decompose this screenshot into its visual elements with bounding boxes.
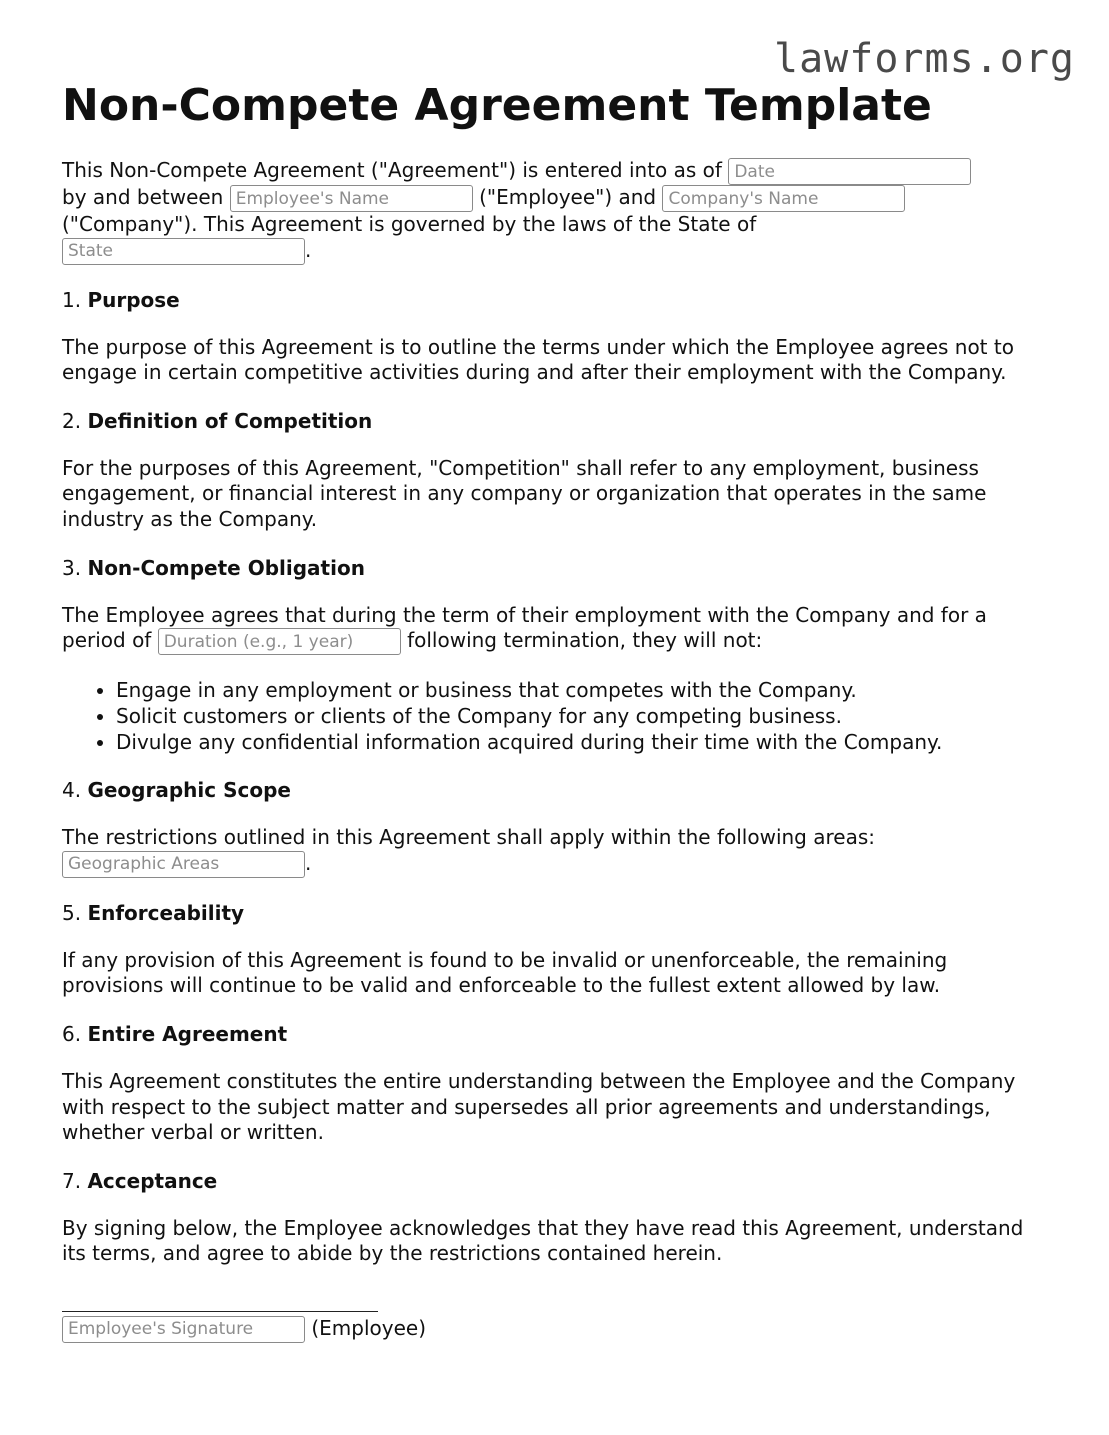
- section-body-definition: For the purposes of this Agreement, "Competition" shall refer to any employment, business engagement, or financial interest in any company or organization that operates in the same industry as the Company.: [62, 455, 987, 531]
- signature-label: (Employee): [311, 1315, 427, 1340]
- section-heading-entire-agreement: [62, 1021, 1052, 1047]
- section-number: 5.: [62, 900, 82, 925]
- watermark-logo: lawforms.org: [774, 36, 1075, 82]
- section-number: 6.: [62, 1021, 82, 1046]
- section-number: 2.: [62, 408, 82, 433]
- section-number: 1.: [62, 287, 82, 312]
- employee-name-field[interactable]: [230, 185, 473, 212]
- page-title: Non-Compete Agreement Template: [62, 80, 932, 131]
- section-heading-definition: [62, 408, 1052, 434]
- section-title: Purpose: [87, 287, 180, 312]
- section-heading-purpose: [62, 287, 1052, 313]
- section-body-obligation: [62, 603, 1052, 656]
- geographic-areas-field[interactable]: [62, 851, 305, 878]
- date-field[interactable]: [728, 158, 971, 185]
- section-body-acceptance: By signing below, the Employee acknowledges that they have read this Agreement, understand its terms, and agree to abide by the restrictions contained herein.: [62, 1215, 1024, 1266]
- section-title: Entire Agreement: [87, 1021, 288, 1046]
- section-body-purpose: The purpose of this Agreement is to outline the terms under which the Employee agrees not to engage in certain competitive activities during and after their employment with the Company.: [62, 334, 1014, 385]
- section-body-geographic: [62, 825, 1052, 878]
- section-number: 4.: [62, 778, 82, 803]
- section-heading-obligation: [62, 555, 1052, 581]
- section-number: 3.: [62, 555, 82, 580]
- list-item: • Divulge any confidential information acquired during their time with the Company.: [116, 729, 1052, 755]
- section-heading-acceptance: [62, 1168, 1052, 1194]
- section-heading-geographic: [62, 777, 1052, 803]
- section-title: Non-Compete Obligation: [87, 555, 365, 580]
- list-item: • Engage in any employment or business that competes with the Company.: [116, 677, 1052, 703]
- obligation-text-1: The Employee agrees that during the term of their employment with the Company and for a period of: [62, 602, 987, 653]
- intro-text-3: ("Employee") and: [479, 185, 657, 209]
- signature-row: [62, 1314, 1052, 1343]
- document-page: [62, 80, 1052, 1343]
- list-item: • Solicit customers or clients of the Company for any competing business.: [116, 703, 1052, 729]
- company-name-field[interactable]: [662, 185, 905, 212]
- signature-line: [62, 1301, 378, 1312]
- geographic-text: The restrictions outlined in this Agreement shall apply within the following areas:: [62, 825, 875, 850]
- section-title: Enforceability: [87, 900, 245, 925]
- obligation-text-2: following termination, they will not:: [407, 628, 763, 653]
- section-title: Definition of Competition: [87, 408, 373, 433]
- intro-text-4: ("Company"). This Agreement is governed by the laws of the State of: [62, 212, 757, 236]
- intro-text-1: This Non-Compete Agreement ("Agreement") is entered into as of: [62, 158, 722, 182]
- employee-signature-field[interactable]: [62, 1316, 305, 1343]
- section-heading-enforceability: [62, 900, 1052, 926]
- section-title: Acceptance: [87, 1168, 218, 1193]
- intro-text-2: by and between: [62, 185, 224, 209]
- section-body-enforceability: If any provision of this Agreement is found to be invalid or unenforceable, the remaining provisions will continue to be valid and enforceable to the fullest extent allowed by law.: [62, 947, 948, 998]
- duration-field[interactable]: [158, 628, 401, 655]
- geographic-text-end: .: [305, 850, 312, 875]
- state-field[interactable]: [62, 238, 305, 265]
- intro-text-5: .: [305, 237, 312, 262]
- section-body-entire-agreement: This Agreement constitutes the entire understanding between the Employee and the Company with respect to the subject matter and supersedes all prior agreements and understandings, whether verbal or written.: [62, 1068, 1016, 1145]
- section-title: Geographic Scope: [87, 778, 291, 803]
- obligation-list: [62, 677, 1052, 755]
- intro-paragraph: [62, 158, 1052, 265]
- section-number: 7.: [62, 1168, 82, 1193]
